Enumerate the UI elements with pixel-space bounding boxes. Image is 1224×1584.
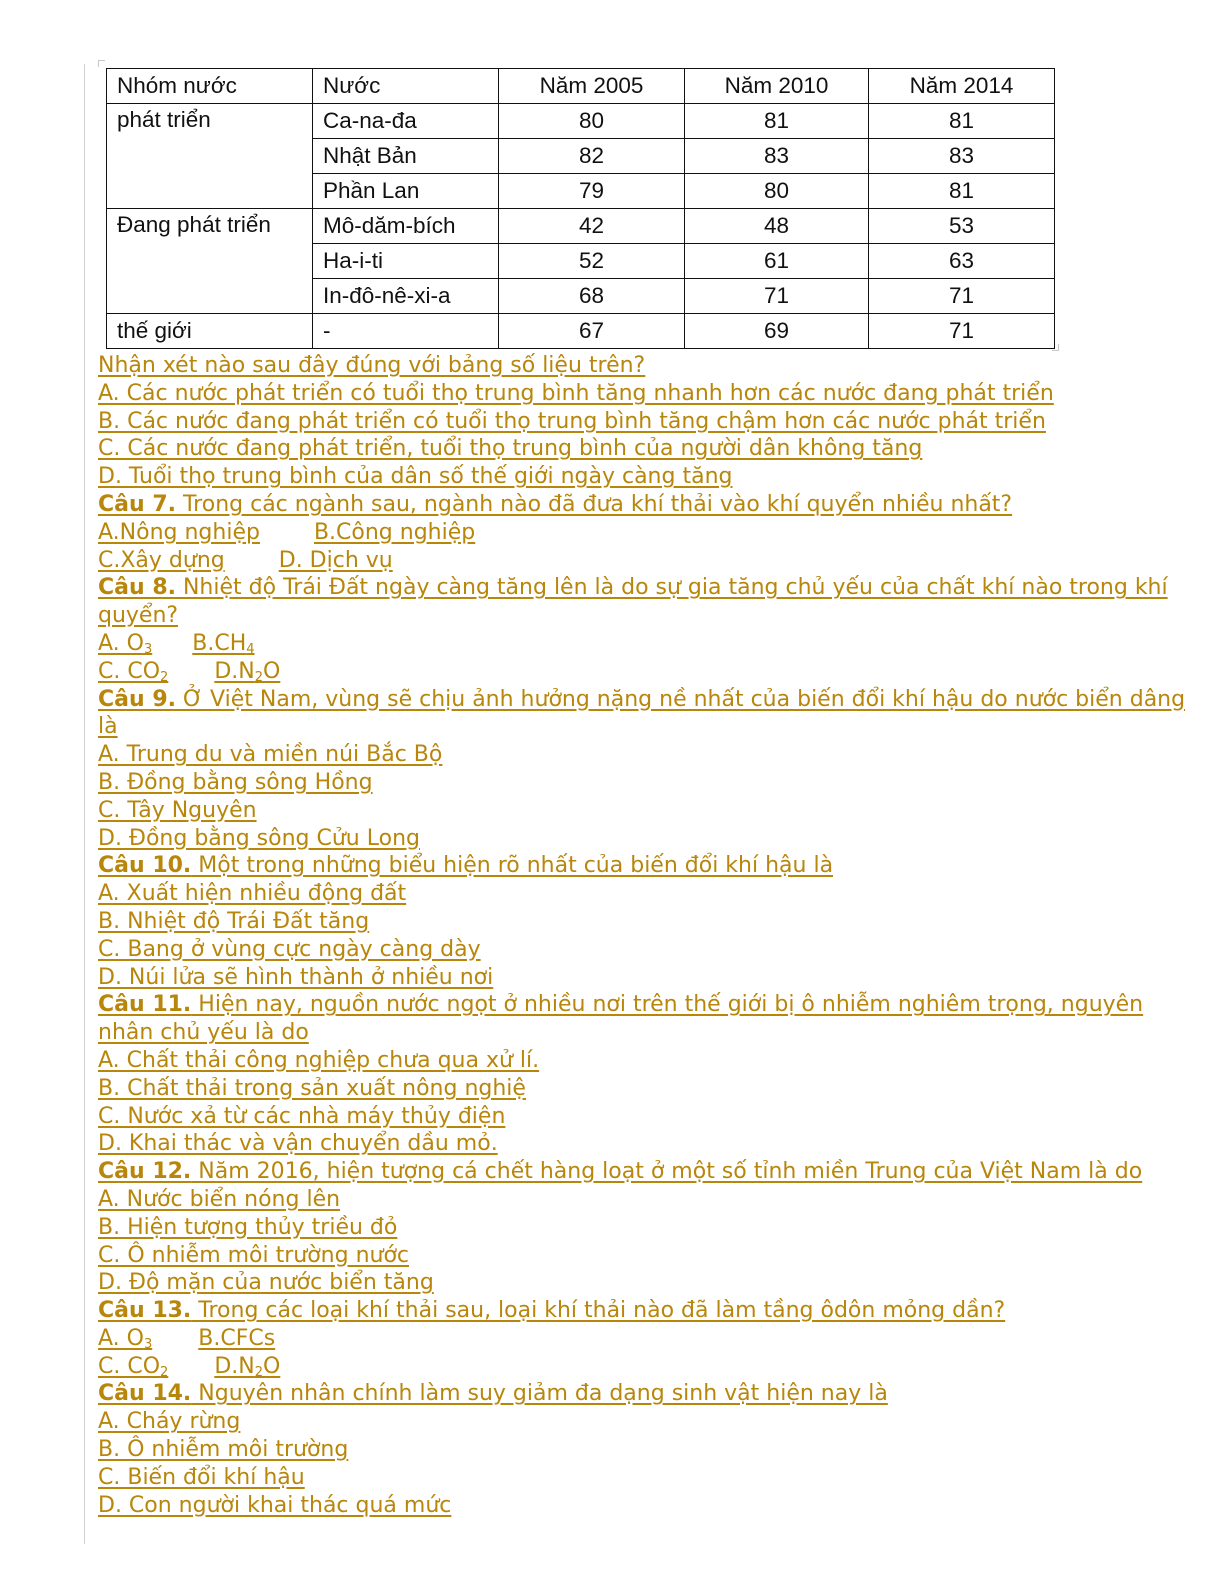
q8-option-a — [98, 631, 152, 656]
question-14 — [98, 1380, 1188, 1408]
q8-option-b — [192, 631, 254, 656]
value-cell: 63 — [869, 244, 1055, 279]
q14-option-b: B. Ô nhiễm môi trường — [98, 1437, 349, 1463]
q10-option-d: D. Núi lửa sẽ hình thành ở nhiều nơi — [98, 964, 494, 990]
q7-option-d: D. Dịch vụ — [278, 547, 393, 573]
formula-text: O — [262, 1353, 281, 1379]
q9-option-a: A. Trung du và miền núi Bắc Bộ — [98, 742, 443, 768]
value-cell: 83 — [869, 139, 1055, 174]
q13-option-d — [214, 1354, 280, 1379]
page-margin-line — [84, 64, 85, 1544]
country-cell: Mô-dăm-bích — [313, 209, 499, 244]
q13-options-cd — [98, 1353, 1188, 1381]
value-cell: 79 — [499, 174, 685, 209]
question-13 — [98, 1297, 1188, 1325]
country-cell: Phần Lan — [313, 174, 499, 209]
formula-text: A. O — [98, 1325, 144, 1351]
question-9 — [98, 686, 1188, 742]
header-cell: Năm 2010 — [685, 69, 869, 104]
value-cell: 82 — [499, 139, 685, 174]
question-text: Nhiệt độ Trái Đất ngày càng tăng lên là do sự gia tăng chủ yếu của chất khí nào trong khí quyển? — [98, 575, 1168, 629]
formula-text: O — [262, 658, 281, 684]
question-text: Nguyên nhân chính làm suy giảm đa dạng sinh vật hiện nay là — [191, 1381, 888, 1407]
q14-option-d: D. Con người khai thác quá mức — [98, 1492, 452, 1518]
formula-text: C. CO — [98, 1353, 161, 1379]
q8-options-ab — [98, 630, 1188, 658]
q10-option-b: B. Nhiệt độ Trái Đất tăng — [98, 908, 370, 934]
value-cell: 80 — [499, 104, 685, 139]
value-cell: 52 — [499, 244, 685, 279]
q6-option-c: C. Các nước đang phát triển, tuổi thọ trung bình của người dân không tăng — [98, 436, 923, 462]
q9-option-c: C. Tây Nguyên — [98, 797, 257, 823]
q14-option-a: A. Cháy rừng — [98, 1409, 241, 1435]
formula-text: B.CH — [192, 630, 247, 656]
question-6-text: Nhận xét nào sau đây đúng với bảng số liệu trên? — [98, 353, 646, 378]
question-label: Câu 8. — [98, 575, 176, 601]
q6-option-a: A. Các nước phát triển có tuổi thọ trung bình tăng nhanh hơn các nước đang phát triển — [98, 380, 1054, 406]
value-cell: 81 — [869, 174, 1055, 209]
group-cell: thế giới — [107, 314, 313, 349]
q11-option-a: A. Chất thải công nghiệp chưa qua xử lí. — [98, 1047, 540, 1073]
question-label: Câu 11. — [98, 992, 192, 1018]
table-header-row — [107, 69, 1055, 104]
life-expectancy-table — [106, 68, 1055, 349]
value-cell: 80 — [685, 174, 869, 209]
question-text: Ở Việt Nam, vùng sẽ chịu ảnh hưởng nặng nề nhất của biến đổi khí hậu do nước biển dâng là — [98, 686, 1186, 740]
formula-subscript: 2 — [160, 669, 169, 685]
country-cell: In-đô-nê-xi-a — [313, 279, 499, 314]
question-text: Hiện nay, nguồn nước ngọt ở nhiều nơi trên thế giới bị ô nhiễm nghiêm trọng, nguyên nhân chủ yếu là do — [98, 992, 1144, 1046]
value-cell: 71 — [869, 314, 1055, 349]
formula-subscript: 4 — [246, 641, 255, 657]
value-cell: 53 — [869, 209, 1055, 244]
question-12 — [98, 1158, 1188, 1186]
country-cell: - — [313, 314, 499, 349]
question-text: Trong các ngành sau, ngành nào đã đưa khí thải vào khí quyển nhiều nhất? — [175, 491, 1013, 517]
question-text: Năm 2016, hiện tượng cá chết hàng loạt ở một số tỉnh miền Trung của Việt Nam là do — [191, 1159, 1143, 1185]
value-cell: 83 — [685, 139, 869, 174]
question-label: Câu 7. — [98, 491, 176, 517]
value-cell: 48 — [685, 209, 869, 244]
q7-options-cd — [98, 547, 1188, 575]
question-label: Câu 12. — [98, 1159, 192, 1185]
q7-options-ab — [98, 519, 1188, 547]
question-label: Câu 9. — [98, 686, 176, 712]
q8-options-cd — [98, 658, 1188, 686]
q8-option-d — [214, 659, 280, 684]
group-cell: Đang phát triển — [107, 209, 313, 314]
q14-option-c: C. Biến đổi khí hậu — [98, 1464, 305, 1490]
q10-option-a: A. Xuất hiện nhiều động đất — [98, 881, 407, 907]
q7-option-c: C.Xây dựng — [98, 547, 225, 573]
q10-option-c: C. Bang ở vùng cực ngày càng dày — [98, 936, 481, 962]
question-list — [98, 352, 1188, 1519]
question-8 — [98, 574, 1188, 630]
formula-text: D.N — [214, 658, 255, 684]
value-cell: 81 — [685, 104, 869, 139]
formula-text: D.N — [214, 1353, 255, 1379]
value-cell: 42 — [499, 209, 685, 244]
question-11 — [98, 991, 1188, 1047]
q11-option-c: C. Nước xả từ các nhà máy thủy điện — [98, 1103, 506, 1129]
question-10 — [98, 852, 1188, 880]
formula-text: C. CO — [98, 658, 161, 684]
group-cell: phát triển — [107, 104, 313, 209]
q8-option-c — [98, 659, 168, 684]
table-row — [107, 104, 1055, 139]
value-cell: 68 — [499, 279, 685, 314]
formula-subscript: 2 — [254, 1364, 263, 1380]
value-cell: 69 — [685, 314, 869, 349]
header-cell: Năm 2014 — [869, 69, 1055, 104]
formula-text: A. O — [98, 630, 144, 656]
q7-option-b: B.Công nghiệp — [313, 519, 476, 545]
formula-subscript: 3 — [143, 1336, 153, 1352]
q7-option-a: A.Nông nghiệp — [98, 519, 260, 545]
value-cell: 71 — [869, 279, 1055, 314]
question-label: Câu 13. — [98, 1298, 192, 1324]
question-label: Câu 10. — [98, 853, 192, 879]
q6-option-d: D. Tuổi thọ trung bình của dân số thế giới ngày càng tăng — [98, 464, 733, 490]
header-cell: Nhóm nước — [107, 69, 313, 104]
q13-option-b: B.CFCs — [198, 1325, 276, 1351]
q13-options-ab — [98, 1325, 1188, 1353]
value-cell: 61 — [685, 244, 869, 279]
q11-option-b: B. Chất thải trong sản xuất nông nghiệ — [98, 1075, 526, 1101]
table-corner-mark — [98, 60, 105, 67]
q12-option-c: C. Ô nhiễm môi trường nước — [98, 1242, 410, 1268]
formula-subscript: 2 — [254, 669, 263, 685]
header-cell: Năm 2005 — [499, 69, 685, 104]
q13-option-a — [98, 1326, 152, 1351]
q11-option-d: D. Khai thác và vận chuyển dầu mỏ. — [98, 1131, 498, 1157]
header-cell: Nước — [313, 69, 499, 104]
country-cell: Ha-i-ti — [313, 244, 499, 279]
q12-option-d: D. Độ mặn của nước biển tăng — [98, 1270, 434, 1296]
formula-subscript: 2 — [160, 1364, 169, 1380]
question-text: Trong các loại khí thải sau, loại khí thải nào đã làm tầng ôdôn mỏng dần? — [191, 1298, 1006, 1324]
country-cell: Ca-na-đa — [313, 104, 499, 139]
q13-option-c — [98, 1354, 168, 1379]
q6-option-b: B. Các nước đang phát triển có tuổi thọ trung bình tăng chậm hơn các nước phát triển — [98, 408, 1046, 434]
q12-option-a: A. Nước biển nóng lên — [98, 1186, 341, 1212]
table-row — [107, 314, 1055, 349]
value-cell: 71 — [685, 279, 869, 314]
q12-option-b: B. Hiện tượng thủy triều đỏ — [98, 1214, 398, 1240]
question-7 — [98, 491, 1188, 519]
table-row — [107, 209, 1055, 244]
question-label: Câu 14. — [98, 1381, 192, 1407]
value-cell: 67 — [499, 314, 685, 349]
formula-subscript: 3 — [143, 641, 153, 657]
value-cell: 81 — [869, 104, 1055, 139]
q9-option-b: B. Đồng bằng sông Hồng — [98, 769, 373, 795]
country-cell: Nhật Bản — [313, 139, 499, 174]
question-text: Một trong những biểu hiện rõ nhất của biến đổi khí hậu là — [191, 853, 834, 879]
q9-option-d: D. Đồng bằng sông Cửu Long — [98, 825, 420, 851]
